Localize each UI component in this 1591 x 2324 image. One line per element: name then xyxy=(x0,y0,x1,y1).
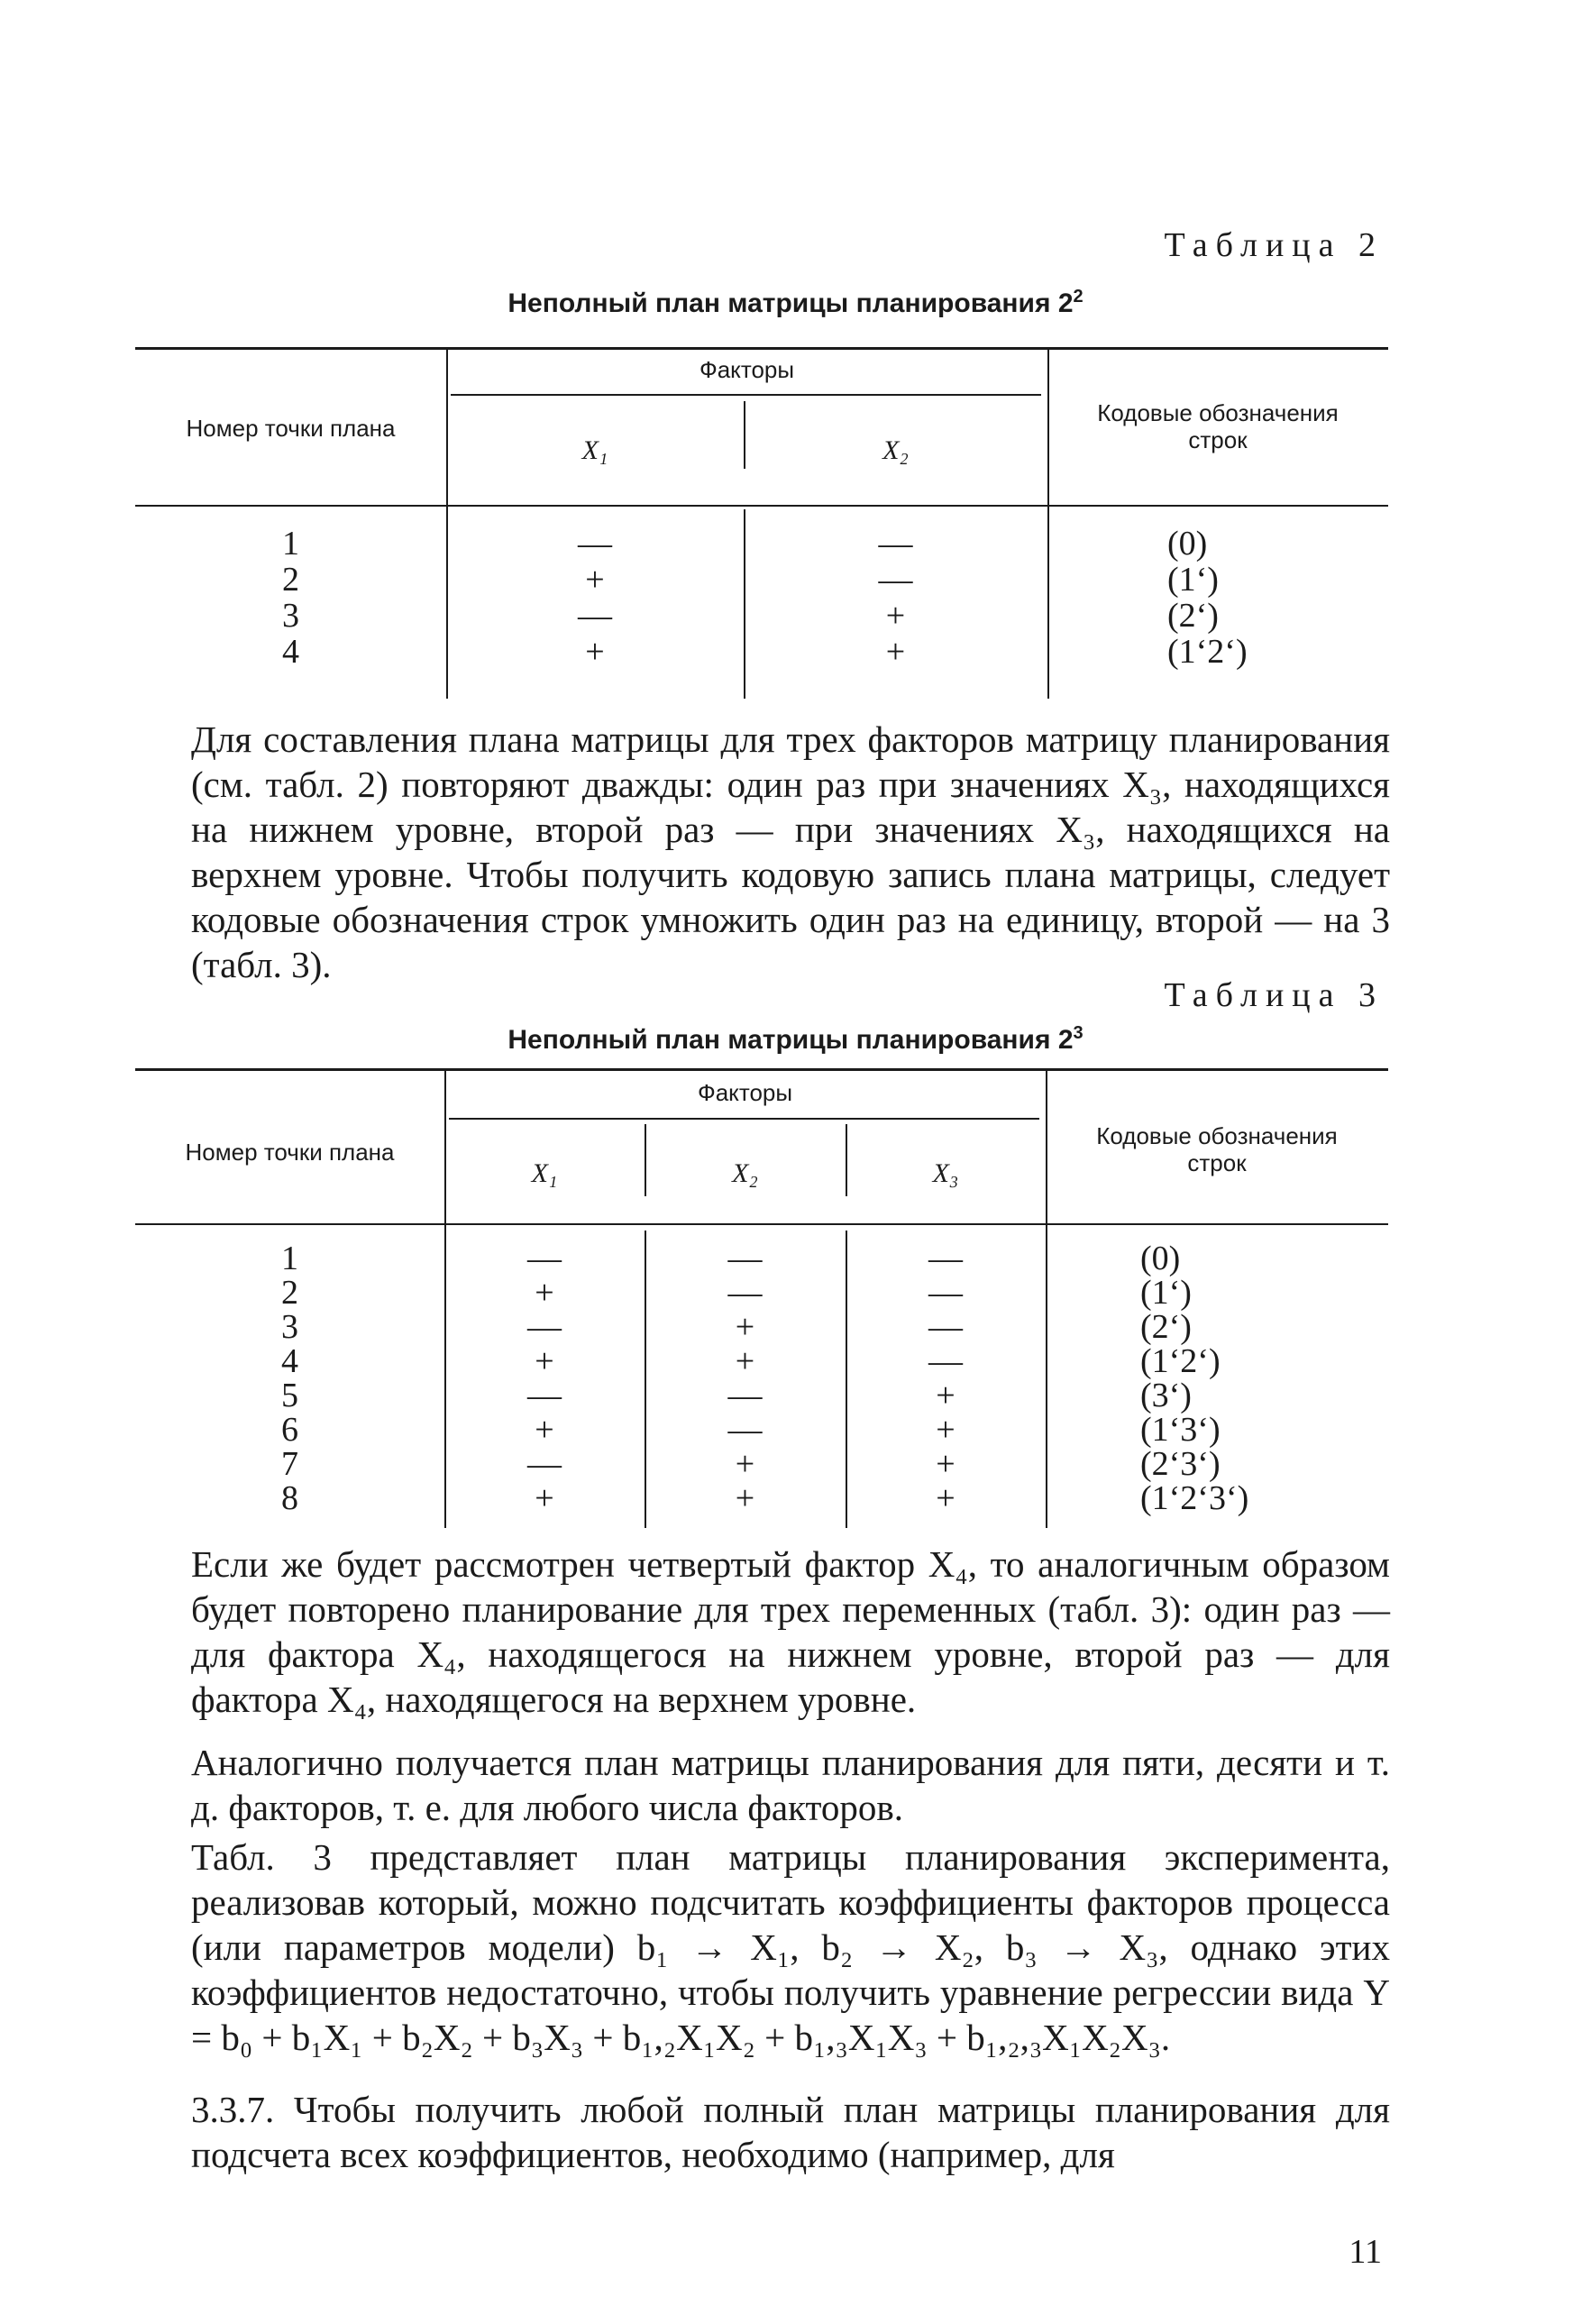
paragraph-2: Если же будет рассмотрен четвертый фактор X₄, то аналогичным образом будет повторено планирование для трех переменных (табл. 3): один раз — для фактора X₄, находящегося на нижнем уровне, второй раз — для фактора X₄, находящегося на верхнем уровне. xyxy=(191,1543,1390,1720)
table-cell: — xyxy=(527,1308,562,1346)
table2-top-rule xyxy=(135,347,1388,350)
table-cell: — xyxy=(928,1274,963,1312)
table2-caption: Таблица 2 xyxy=(1164,226,1384,264)
table-cell: + xyxy=(936,1377,956,1414)
table3-title: Неполный план матрицы планирования $2^3$ xyxy=(507,1023,1084,1055)
table2-header-point: Номер точки плана xyxy=(186,415,396,442)
table-cell: 4 xyxy=(281,1342,298,1380)
table-cell: + xyxy=(535,1342,554,1380)
table3 xyxy=(135,1068,1388,1528)
table-cell: 3 xyxy=(281,1308,298,1346)
table2-header-rule xyxy=(135,505,1388,507)
table-cell: 2 xyxy=(282,561,299,599)
table-cell: + xyxy=(535,1411,554,1449)
table2 xyxy=(135,347,1388,699)
table-cell: — xyxy=(878,561,913,599)
table-cell: — xyxy=(878,525,913,563)
table-cell: — xyxy=(928,1342,963,1380)
table3-header-x1: X₁ xyxy=(531,1158,558,1188)
table-cell: — xyxy=(928,1240,963,1277)
table2-factors-rule xyxy=(451,394,1041,396)
table-cell: + xyxy=(936,1411,956,1449)
table3-header-x2: X₂ xyxy=(732,1158,758,1188)
table2-header-factors: Факторы xyxy=(699,356,795,383)
table-cell: 6 xyxy=(281,1411,298,1449)
table3-header-x3: X₃ xyxy=(932,1158,959,1188)
table-cell: + xyxy=(585,633,605,671)
table-cell: + xyxy=(885,597,906,635)
table2-col-x1 xyxy=(446,526,744,670)
table-cell: + xyxy=(936,1479,956,1517)
table-cell: — xyxy=(727,1411,763,1449)
table-cell: 4 xyxy=(282,633,299,671)
table2-col-codes xyxy=(1167,526,1384,670)
table-cell: 1 xyxy=(282,525,299,563)
table3-header-point: Номер точки плана xyxy=(185,1139,395,1166)
table3-col-x3 xyxy=(846,1241,1046,1515)
table-cell: 8 xyxy=(281,1479,298,1517)
table-cell: 2 xyxy=(281,1274,298,1312)
table-cell: (1‘) xyxy=(1140,1274,1192,1312)
table-cell: (2‘) xyxy=(1140,1308,1192,1346)
table-cell: + xyxy=(535,1274,554,1312)
table-cell: + xyxy=(885,633,906,671)
paragraph-4: Табл. 3 представляет план матрицы планирования эксперимента, реализовав который, можно подсчитать коэффициенты факторов процесса (или параметров модели) b₁ → X₁, b₂ → X₂, b₃ → X₃, однако этих коэффициентов недостаточно, чтобы получить уравнение регрессии вида Y = b₀ + b₁X₁ + b₂X₂ + b₃X₃ + b₁,₂X₁X₂ + b₁,₃X₁X₃ + b₁,₂,₃X₁X₂X₃. xyxy=(191,1836,1390,2058)
table-cell: + xyxy=(735,1342,755,1380)
paragraph-3: Аналогично получается план матрицы планирования для пяти, десяти и т. д. факторов, т. е. для любого числа факторов. xyxy=(191,1742,1390,1828)
table-cell: (1‘2‘3‘) xyxy=(1140,1479,1249,1517)
table-cell: — xyxy=(527,1377,562,1414)
table3-col-x2 xyxy=(645,1241,846,1515)
table3-col-number xyxy=(135,1241,444,1515)
table3-caption: Таблица 3 xyxy=(1164,976,1384,1014)
table-cell: (1‘2‘) xyxy=(1167,633,1248,671)
table3-col-codes xyxy=(1140,1241,1384,1515)
table-cell: 1 xyxy=(281,1240,298,1277)
table-cell: + xyxy=(535,1479,554,1517)
table-cell: (1‘) xyxy=(1167,561,1219,599)
table-cell: + xyxy=(735,1479,755,1517)
table-cell: (1‘3‘) xyxy=(1140,1411,1221,1449)
paragraph-5: 3.3.7. Чтобы получить любой полный план матрицы планирования для подсчета всех коэффициентов, необходимо (например, для xyxy=(191,2089,1390,2175)
table-cell: 7 xyxy=(281,1445,298,1483)
table3-col-x1 xyxy=(444,1241,645,1515)
table-cell: + xyxy=(735,1445,755,1483)
table-cell: — xyxy=(928,1308,963,1346)
table-cell: (1‘2‘) xyxy=(1140,1342,1221,1380)
table-cell: (0) xyxy=(1167,525,1208,563)
table-cell: (0) xyxy=(1140,1240,1181,1277)
table-cell: 3 xyxy=(282,597,299,635)
table-cell: + xyxy=(936,1445,956,1483)
table-cell: (2‘) xyxy=(1167,597,1219,635)
table-cell: — xyxy=(527,1240,562,1277)
table-cell: + xyxy=(585,561,605,599)
page-number: 11 xyxy=(1349,2233,1382,2271)
table-cell: (3‘) xyxy=(1140,1377,1192,1414)
table-cell: + xyxy=(735,1308,755,1346)
table-cell: — xyxy=(727,1240,763,1277)
table-cell: — xyxy=(578,525,612,563)
table-cell: — xyxy=(727,1274,763,1312)
table-cell: 5 xyxy=(281,1377,298,1414)
table3-header-codes: Кодовые обозначения строк xyxy=(1096,1122,1338,1176)
table-cell: — xyxy=(727,1377,763,1414)
table3-header-rule xyxy=(135,1223,1388,1225)
table-cell: — xyxy=(527,1445,562,1483)
table3-header-factors: Факторы xyxy=(697,1079,793,1106)
table2-header-codes: Кодовые обозначения строк xyxy=(1097,399,1339,453)
table2-col-number xyxy=(135,526,446,670)
table2-header-x1: X₁ xyxy=(581,435,608,465)
table2-col-x2 xyxy=(744,526,1047,670)
table3-top-rule xyxy=(135,1068,1388,1071)
table3-factors-rule xyxy=(449,1118,1039,1120)
paragraph-1: Для составления плана матрицы для трех факторов матрицу планирования (см. табл. 2) повторяют дважды: один раз при значениях X₃, находящихся на нижнем уровне, второй раз — при значениях X₃, находящихся на верхнем уровне. Чтобы получить кодовую запись плана матрицы, следует кодовые обозначения строк умножить один раз на единицу, второй — на 3 (табл. 3). xyxy=(191,718,1390,985)
table2-title: Неполный план матрицы планирования $2^2$ xyxy=(507,287,1084,318)
table-cell: — xyxy=(578,597,612,635)
table2-header-x2: X₂ xyxy=(882,435,909,465)
table-cell: (2‘3‘) xyxy=(1140,1445,1221,1483)
